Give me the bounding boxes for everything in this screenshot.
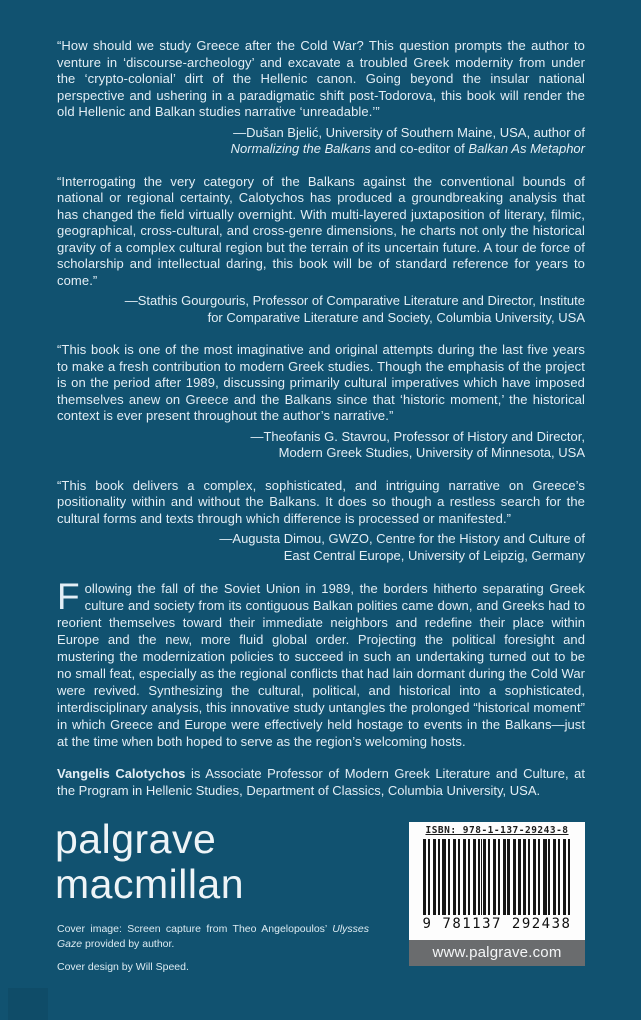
quote-4-attribution xyxy=(57,531,585,564)
quote-1-attribution-line1: —Dušan Bjelić, University of Southern Maine, USA, author of xyxy=(233,124,585,140)
cover-image-credit xyxy=(57,922,369,952)
author-name: Vangelis Calotychos xyxy=(57,766,186,781)
quote-4-attribution-line2: East Central Europe, University of Leipzig, Germany xyxy=(283,547,585,563)
palgrave-macmillan-logo xyxy=(55,816,244,906)
quote-3-attribution-line2: Modern Greek Studies, University of Minnesota, USA xyxy=(278,445,585,460)
quote-4-text: “This book delivers a complex, sophisticated, and intriguing narrative on Greece’s positionality within and without the Balkans. It does so though a restless search for the cultural forms and texts through which difference is processed or manifested.” xyxy=(57,477,585,526)
barcode-digits: 9 781137 292438 xyxy=(422,916,572,932)
quote-2-attribution-line2: for Comparative Literature and Society, Columbia University, USA xyxy=(207,309,585,325)
quote-3-text: “This book is one of the most imaginative and original attempts during the last five years to make a fresh contribution to modern Greek studies. Though the emphasis of the project is on the period after 1989, discussing primarily cultural imperatives which have imposed themselves anew on Greece and the Balkans since that ‘historic moment,’ the historical context is ever present throughout the author’s narrative.” xyxy=(57,342,585,423)
corner-shading xyxy=(8,988,48,1020)
quote-4-attribution-line1: —Augusta Dimou, GWZO, Centre for the History and Culture of xyxy=(219,531,585,546)
quote-1-attribution-work2: Balkan As Metaphor xyxy=(468,141,585,156)
quote-1-attribution-line2-plain: and co-editor of xyxy=(370,141,469,156)
barcode-box xyxy=(409,822,585,940)
quote-2-text: “Interrogating the very category of the Balkans against the conventional bounds of national or regional certainty, Calotychos has produced a groundbreaking analysis that has changed the field virtually overnight. With multi-layered juxtaposition of literary, filmic, geographical, cross-cultural, and cross-genre dimensions, he charts not only the historical gravity of a complex cultural region but the terrain of its uncertain future. A tour de force of scholarship and intellectual daring, this book will be of standard reference for years to come.” xyxy=(57,173,585,288)
quote-2-attribution-line1: —Stathis Gourgouris, Professor of Comparative Literature and Director, Institute xyxy=(124,293,585,308)
quote-3-attribution-line1: —Theofanis G. Stavrou, Professor of History and Director, xyxy=(250,428,585,444)
quote-1-attribution-work1: Normalizing the Balkans xyxy=(230,141,371,156)
quote-2-attribution xyxy=(57,293,585,326)
cover-image-credit-prefix: Cover image: Screen capture from Theo Angelopoulos’ xyxy=(57,923,333,935)
quote-3-attribution xyxy=(57,429,585,462)
isbn-label: ISBN: 978-1-137-29243-8 xyxy=(425,825,569,836)
author-bio xyxy=(57,766,585,799)
drop-cap: F xyxy=(57,576,80,617)
quote-1-attribution xyxy=(57,125,585,158)
cover-design-credit: Cover design by Will Speed. xyxy=(57,961,189,973)
book-description xyxy=(57,576,585,750)
publisher-website: www.palgrave.com xyxy=(409,940,585,966)
cover-credits xyxy=(57,922,369,975)
barcode-block xyxy=(409,822,585,966)
logo-macmillan: macmillan xyxy=(55,861,245,907)
cover-image-credit-suffix: provided by author. xyxy=(82,938,175,950)
text-column xyxy=(57,38,585,799)
logo-palgrave: palgrave xyxy=(55,816,217,862)
author-bio-text: is Associate Professor of Modern Greek Literature and Culture, at the Program in Hellenic Studies, Department of Classics, Columbia University, USA. xyxy=(57,766,585,798)
barcode-bars xyxy=(423,839,571,915)
cover-image-credit-film: Ulysses Gaze xyxy=(57,923,369,950)
book-description-text: ollowing the fall of the Soviet Union in 1989, the borders hitherto separating Greek culture and society from its contiguous Balkan polities came down, and Greeks had to reorient themselves toward their immediate neighbors and redefine their place within Europe and the new, more fluid global order. Projecting the political foresight and mustering the modernization policies to succeed in such an undertaking turned out to be no small feat, especially as the regional conflicts that had lain dormant during the Cold War were revived. Synthesizing the cultural, political, and historical into a sophisticated, interdisciplinary analysis, this innovative study untangles the prolonged “historical moment” in which Greece and Europe were effectively held hostage to events in the Balkans—just at the time when both hoped to serve as the region’s welcoming hosts. xyxy=(57,581,585,749)
quote-1-text: “How should we study Greece after the Cold War? This question prompts the author to venture in ‘discourse-archeology’ and excavate a troubled Greek modernity from under the ‘crypto-colonial’ dirt of the Hellenic canon. Going beyond the insular national perspective and ushering in a paradigmatic shift post-Todorova, this book will render the old Hellenic and Balkan studies narrative ‘unreadable.’” xyxy=(57,38,585,119)
